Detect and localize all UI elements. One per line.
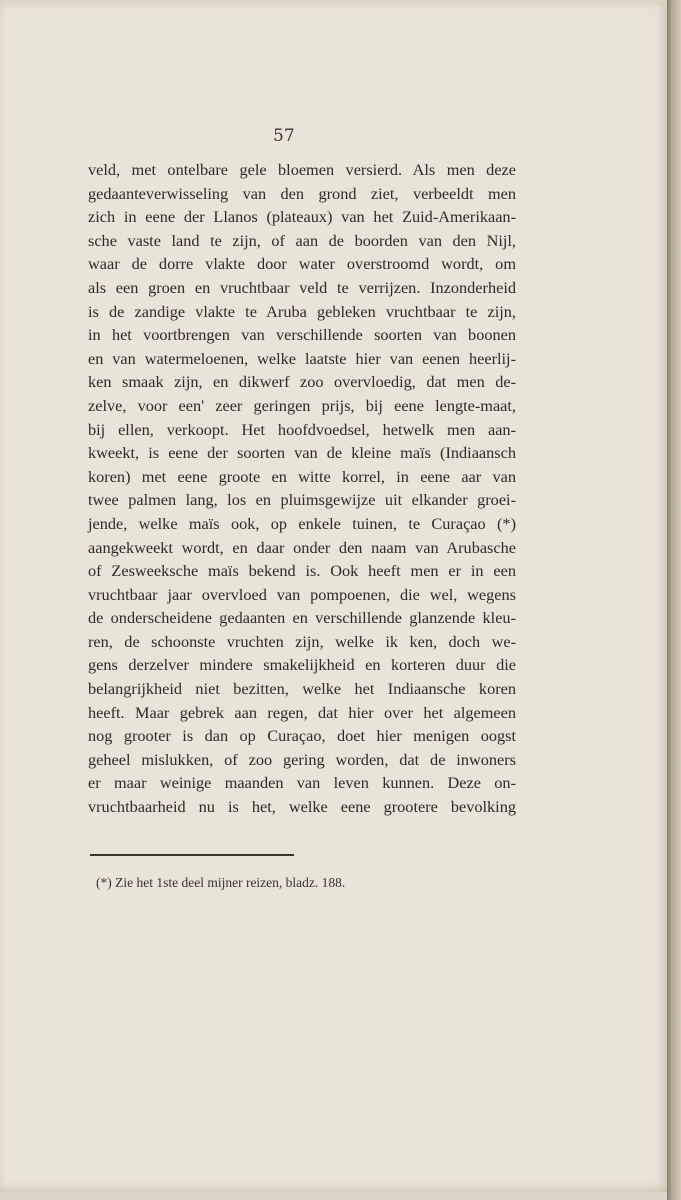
- body-text: [88, 158, 516, 819]
- text-line: in het voortbrengen van verschillende soorten van boonen: [88, 325, 516, 345]
- text-line: heeft. Maar gebrek aan regen, dat hier over het algemeen: [88, 702, 516, 722]
- text-line: er maar weinige maanden van leven kunnen. Deze on-: [88, 773, 516, 793]
- text-line: waar de dorre vlakte door water overstroomd wordt, om: [88, 254, 516, 274]
- text-line: gedaanteverwisseling van den grond ziet, verbeeldt men: [88, 183, 516, 203]
- text-line: en van watermeloenen, welke laatste hier van eenen heerlij-: [88, 348, 516, 368]
- text-line: geheel mislukken, of zoo gering worden, dat de inwoners: [88, 749, 516, 769]
- text-line: zelve, voor een' zeer geringen prijs, bij eene lengte-maat,: [88, 395, 516, 415]
- text-line: bij ellen, verkoopt. Het hoofdvoedsel, hetwelk men aan-: [88, 419, 516, 439]
- text-line: jende, welke maïs ook, op enkele tuinen, te Curaçao (*): [88, 513, 516, 533]
- text-line: gens derzelver mindere smakelijkheid en korteren duur die: [88, 655, 516, 675]
- text-line: of Zesweeksche maïs bekend is. Ook heeft men er in een: [88, 561, 516, 581]
- text-line: vruchtbaar jaar overvloed van pompoenen, die wel, wegens: [88, 584, 516, 604]
- paper-sheet: [0, 2, 669, 1192]
- text-line: sche vaste land te zijn, of aan de boorden van den Nijl,: [88, 230, 516, 250]
- text-line: nog grooter is dan op Curaçao, doet hier menigen oogst: [88, 726, 516, 746]
- footnote: (*) Zie het 1ste deel mijner reizen, bladz. 188.: [96, 875, 346, 890]
- text-line: veld, met ontelbare gele bloemen versierd. Als men deze: [88, 160, 516, 179]
- footnote-divider: [90, 854, 294, 856]
- text-line: ken smaak zijn, en dikwerf zoo overvloedig, dat men de-: [88, 372, 516, 392]
- text-line: aangekweekt wordt, en daar onder den naam van Arubasche: [88, 537, 516, 557]
- text-line: is de zandige vlakte te Aruba gebleken vruchtbaar te zijn,: [88, 301, 516, 321]
- text-line: twee palmen lang, los en pluimsgewijze uit elkander groei-: [88, 490, 516, 510]
- text-line: kweekt, is eene der soorten van de kleine maïs (Indiaansch: [88, 443, 516, 463]
- text-line: zich in eene der Llanos (plateaux) van het Zuid-Amerikaan-: [88, 207, 516, 227]
- text-line: belangrijkheid niet bezitten, welke het Indiaansche koren: [88, 679, 516, 699]
- text-line: als een groen en vruchtbaar veld te verrijzen. Inzonderheid: [88, 277, 516, 297]
- text-line: ren, de schoonste vruchten zijn, welke ik ken, doch we-: [88, 631, 516, 651]
- book-edge: [667, 0, 681, 1200]
- page-number: 57: [273, 126, 295, 146]
- text-line: vruchtbaarheid nu is het, welke eene grootere bevolking: [88, 797, 516, 817]
- text-line: de onderscheidene gedaanten en verschillende glanzende kleu-: [88, 608, 516, 628]
- text-line: koren) met eene groote en witte korrel, in eene aar van: [88, 466, 516, 486]
